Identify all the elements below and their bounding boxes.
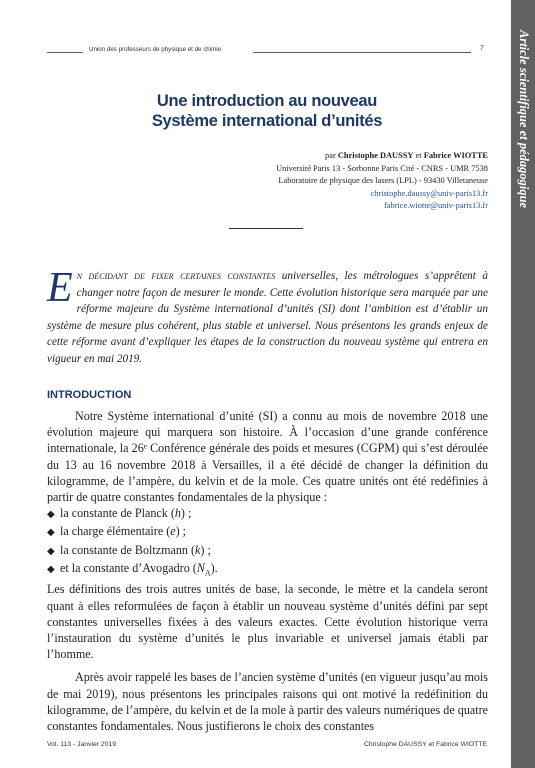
- list-item: ◆ la constante de Boltzmann (k) ;: [47, 542, 488, 560]
- paragraph-1: Notre Système international d’unité (SI) a connu au mois de novembre 2018 une évolution majeure qui marquera son histoire. À l’occasion d’une grande conférence internationale, la 26ᵉ Conférence générale des poids et mesures (CGPM) qui s’est déroulée du 13 au 16 novembre 2018 à Versailles, il a été décidé de changer la définition du kilogramme, de l’ampère, du kelvin et de la mole. Ces quatre unités ont été redéfinies à partir de quatre constantes fondamentales de la physique :: [47, 409, 488, 505]
- email-link-1[interactable]: christophe.daussy@univ-paris13.fr: [370, 188, 488, 198]
- email-link-2[interactable]: fabrice.wiotte@univ-paris13.fr: [384, 201, 488, 211]
- bullet-diamond-icon: ◆: [47, 509, 55, 521]
- footer-volume: Vol. 113 - Janvier 2019: [47, 741, 117, 748]
- bullet-diamond-icon: ◆: [47, 545, 55, 557]
- page-number: 7: [480, 45, 484, 52]
- symbol-h: h: [174, 506, 181, 521]
- footer-authors: Christophe DAUSSY et Fabrice WIOTTE: [363, 741, 487, 748]
- paragraph-3: Après avoir rappelé les bases de l’ancien système d’unités (en vigueur jusqu’au mois de mai 2019), nous présentons les principales raisons qui ont motivé la redéfinition du kilogramme, de l’ampère, du kelvin et de la mole à partir des valeurs numériques de quatre constantes fondamentales. Nous justifierons le choix des constantes: [47, 670, 488, 734]
- abstract-text: universelles, les métrologues s’apprêtent à changer notre façon de mesurer le monde. Cette évolution historique sera marquée par une réforme majeure du Système international d’unités (SI) dont l’ambition est d’établir un système de mesure plus cohérent, plus stable et universel. Nous présentons les grands enjeux de cette réforme avant d’expliquer les étapes de la construction du nouveau système qui entrera en vigueur en mai 2019.: [47, 270, 488, 365]
- list-item: ◆ et la constante d’Avogadro $(N_A)$.: [47, 560, 218, 578]
- affiliation-2: Laboratoire de physique des lasers (LPL) - 93430 Villetaneuse: [278, 176, 488, 186]
- journal-name: Union des professeurs de physique et de chimie: [89, 46, 222, 53]
- list-item: ◆ la constante de Planck (h) ;: [47, 505, 488, 523]
- byline-conj: et: [413, 151, 424, 160]
- header-rule-right: [253, 52, 471, 53]
- byline-prefix: par: [325, 151, 338, 160]
- constants-list: [47, 505, 488, 581]
- affiliation-1: Université Paris 13 - Sorbonne Paris Cité - CNRS - UMR 7538: [276, 163, 488, 173]
- bullet-diamond-icon: ◆: [47, 563, 55, 575]
- author-1: Christophe DAUSSY: [337, 151, 414, 160]
- symbol-e: e: [170, 524, 176, 539]
- symbol-na: N: [196, 560, 205, 575]
- separator-rule: [229, 228, 303, 229]
- abstract: [47, 265, 488, 368]
- author-2: Fabrice WIOTTE: [423, 151, 488, 160]
- paragraph-2: Les définitions des trois autres unités de base, la seconde, le mètre et la candela seront quant à elles reformulées de façon à établir un nouveau système d’unités défini par sept constantes universelles fixées à des valeurs exactes. Cette évolution historique verra l’instauration du système d’unités le plus invariable et universel jamais établi par l’homme.: [47, 582, 488, 662]
- symbol-k: k: [195, 542, 201, 557]
- header-rule-left: [47, 52, 83, 53]
- list-item: ◆ la charge élémentaire (e) ;: [47, 523, 488, 541]
- drop-cap: E: [47, 265, 73, 311]
- bullet-diamond-icon: ◆: [47, 527, 55, 539]
- side-tab-label: Article scientifique et pédagogique: [517, 30, 531, 209]
- author-block: [276, 150, 488, 213]
- section-heading: INTRODUCTION: [47, 389, 132, 401]
- side-tab: [511, 0, 535, 768]
- title-line-1: Une introduction au nouveau: [156, 92, 378, 110]
- symbol-na-subscript: A: [204, 568, 211, 578]
- body-text: [47, 408, 488, 734]
- title-line-2: Système international d’unités: [151, 112, 383, 130]
- byline: [276, 150, 488, 163]
- article-title: [100, 91, 434, 131]
- abstract-lead: n décidant de fixer certaines constantes: [76, 270, 276, 282]
